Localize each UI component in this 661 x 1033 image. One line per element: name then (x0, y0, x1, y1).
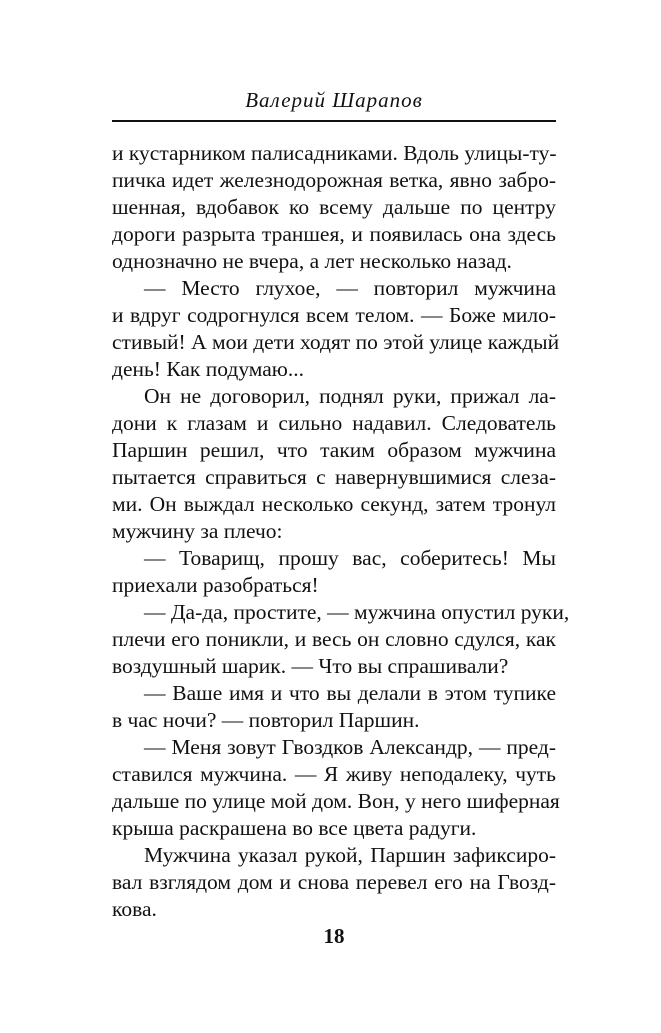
text-line: Мужчина указал рукой, Паршин зафиксиро- (144, 843, 556, 867)
text-line: Он не договорил, поднял руки, прижал ла- (144, 384, 556, 408)
text-line: приехали разобраться! (112, 573, 319, 597)
text-line: — Меня зовут Гвоздков Александр, — пред- (144, 735, 556, 759)
text-line: мужчину за плечо: (112, 519, 283, 543)
text-line: — Да-да, простите, — мужчина опустил руки, (144, 600, 570, 624)
header-rule (112, 120, 556, 122)
body-text (112, 140, 570, 923)
text-line: Паршин решил, что таким образом мужчина (112, 438, 556, 462)
text-line: — Ваше имя и что вы делали в этом тупике (144, 681, 556, 705)
text-line: шенная, вдобавок ко всему дальше по центру (112, 195, 556, 219)
text-line: ми. Он выждал несколько секунд, затем тронул (112, 492, 556, 516)
text-line: крыша раскрашена во все цвета радуги. (112, 816, 477, 840)
text-line: — Место глухое, — повторил мужчина (144, 276, 556, 300)
running-header: Валерий Шарапов (245, 88, 423, 112)
text-line: в час ночи? — повторил Паршин. (112, 708, 420, 732)
text-line: вал взглядом дом и снова перевел его на Гвозд- (112, 870, 556, 894)
text-line: пичка идет железнодорожная ветка, явно забро- (112, 168, 556, 192)
text-line: дальше по улице мой дом. Вон, у него шиферная (112, 789, 560, 813)
text-line: воздушный шарик. — Что вы спрашивали? (112, 654, 509, 678)
page-number: 18 (323, 924, 345, 948)
text-line: однозначно не вчера, а лет несколько назад. (112, 249, 512, 273)
text-line: — Товарищ, прошу вас, соберитесь! Мы (144, 546, 556, 570)
text-line: ставился мужчина. — Я живу неподалеку, чуть (112, 762, 556, 786)
text-line: день! Как подумаю... (112, 357, 304, 381)
text-line: стивый! А мои дети ходят по этой улице каждый (112, 330, 560, 354)
text-line: кова. (112, 897, 157, 921)
text-line: плечи его поникли, и весь он словно сдулся, как (112, 627, 556, 651)
text-line: и вдруг содрогнулся всем телом. — Боже мило- (112, 303, 556, 327)
text-line: пытается справиться с навернувшимися слеза- (112, 465, 556, 489)
text-line: дороги разрыта траншея, и появилась она здесь (112, 222, 556, 246)
text-line: дони к глазам и сильно надавил. Следователь (112, 411, 556, 435)
text-line: и кустарником палисадниками. Вдоль улицы-ту- (112, 141, 557, 165)
